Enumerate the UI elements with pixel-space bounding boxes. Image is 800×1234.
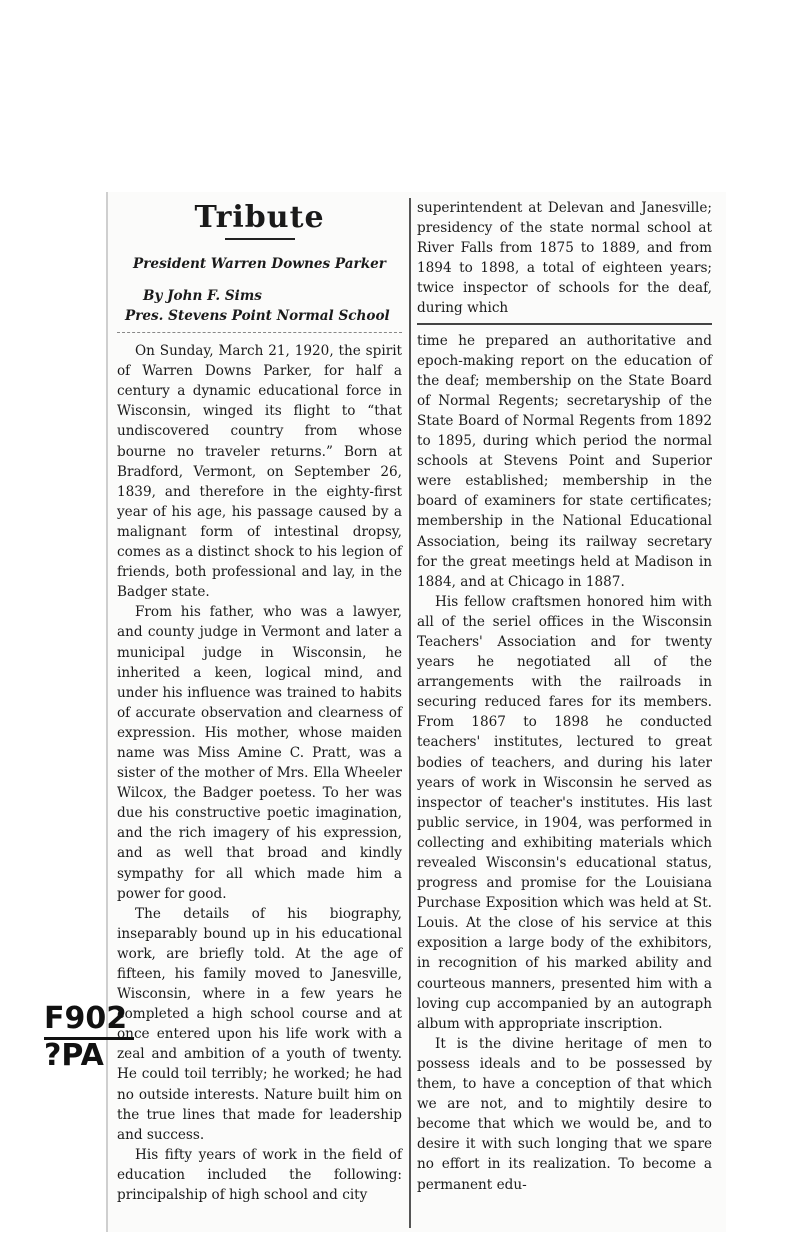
column-rule — [409, 198, 411, 1228]
margin-note-line: F902 — [44, 1001, 128, 1036]
article-subtitle: President Warren Downes Parker — [133, 256, 386, 272]
margin-note-line: ?PA — [44, 1037, 134, 1072]
paragraph: His fifty years of work in the field of education included the following: principalship of high school and city — [117, 1146, 402, 1204]
paragraph: time he prepared an authoritative and epoch-making report on the education of the deaf; membership on the State Board of Normal Regents; secretaryship of the State Board of Normal Regents from 1892 to 1895, during which period the normal schools at Stevens Point and Superior were established; membership in the board of examiners for state certificates; membership in the National Educational Association, being its railway secretary for the great meetings held at Madison in 1884, and at Chicago in 1887. — [417, 332, 712, 590]
article-title: Tribute — [194, 200, 325, 235]
left-column — [117, 198, 402, 1205]
article-byline-role: Pres. Stevens Point Normal School — [125, 308, 390, 325]
paragraph: It is the divine heritage of men to possess ideals and to be possessed by them, to have a conception of that which we are not, and to mightily desire to become that which we would be, and to desire it with such longing that we spare no effort in its realization. To become a permanent edu- — [417, 1035, 712, 1193]
paragraph: From his father, who was a lawyer, and county judge in Vermont and later a municipal judge in Wisconsin, he inherited a keen, logical mind, and under his influence was trained to habits of accurate observation and clearness of expression. His mother, whose maiden name was Miss Amine C. Pratt, was a sister of the mother of Mrs. Ella Wheeler Wilcox, the Badger poetess. To her was due his constructive poetic imagination, and the rich imagery of his expression, and as well that broad and kindly sympathy for all which made him a power for good. — [117, 604, 402, 902]
column-break-rule — [417, 323, 712, 325]
handwritten-margin-note — [44, 1003, 134, 1072]
clipping-edge — [106, 192, 108, 1232]
paragraph: On Sunday, March 21, 1920, the spirit of Warren Downs Parker, for half a century a dynamic educational force in Wisconsin, winged its flight to “that undiscovered country from whose bourne no traveler returns.” Born at Bradford, Vermont, on September 26, 1839, and therefore in the eighty-first year of his age, his passage caused by a malignant form of intestinal dropsy, comes as a distinct shock to his legion of friends, both professional and lay, in the Badger state. — [117, 343, 402, 601]
paragraph: The details of his biography, inseparably bound up in his educational work, are briefly told. At the age of fifteen, his family moved to Janesville, Wisconsin, where in a few years he completed a high school course and at once entered upon his life work with a zeal and ambition of a youth of twenty. He could toil terribly; he worked; he had no outside interests. Nature built him on the true lines that made for leadership and success. — [117, 905, 402, 1143]
paragraph: His fellow craftsmen honored him with all of the seriel offices in the Wisconsin Teachers' Association and for twenty years he negotiated all of the arrangements with the railroads in securing reduced fares for its members. From 1867 to 1898 he conducted teachers' institutes, lectured to great bodies of teachers, and during his later years of work in Wisconsin he served as inspector of teacher's institutes. His last public service, in 1904, was performed in collecting and exhibiting materials which revealed Wisconsin's educational status, progress and promise for the Louisiana Purchase Exposition which was held at St. Louis. At the close of his service at this exposition a large body of the exhibitors, in recognition of his marked ability and courteous manners, presented him with a loving cup accompanied by an autograph album with appropriate inscription. — [417, 593, 712, 1032]
right-column — [417, 198, 712, 1195]
title-rule — [225, 238, 295, 240]
article-byline: By John F. Sims — [143, 288, 262, 305]
paragraph: superintendent at Delevan and Janesville; presidency of the state normal school at River Falls from 1875 to 1889, and from 1894 to 1898, a total of eighteen years; twice inspector of schools for the deaf, during which — [417, 200, 712, 317]
byline-divider — [117, 332, 402, 333]
